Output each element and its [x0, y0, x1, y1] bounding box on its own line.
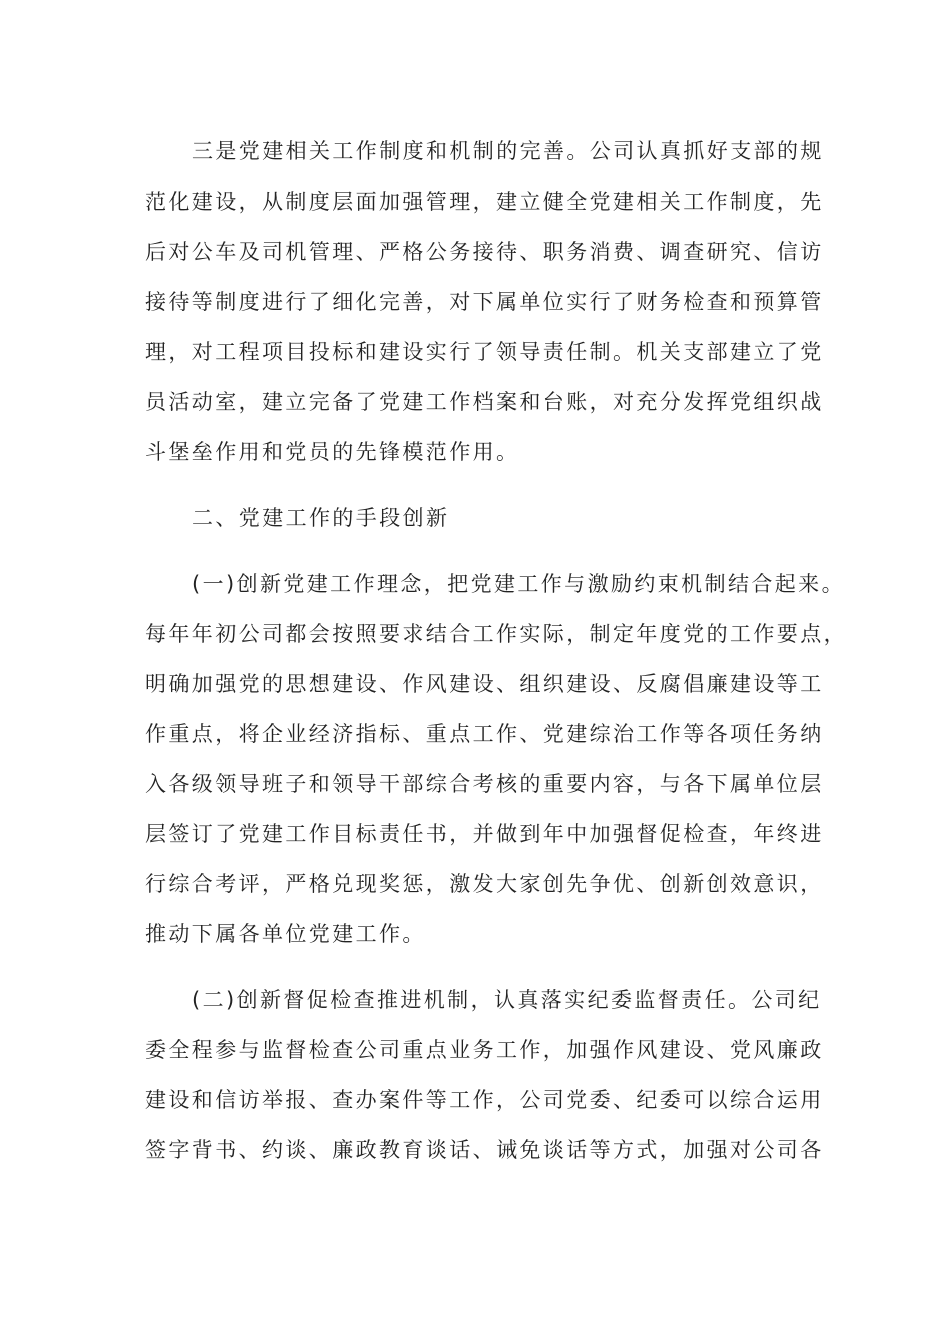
paragraph-3-line-2: 委全程参与监督检查公司重点业务工作，加强作风建设、党风廉政	[145, 1038, 824, 1062]
paragraph-1-line-7: 斗堡垒作用和党员的先锋模范作用。	[145, 440, 520, 464]
paragraph-2-line-7: 行综合考评，严格兑现奖惩，激发大家创先争优、创新创效意识，	[145, 872, 824, 896]
paragraph-1-line-3: 后对公车及司机管理、严格公务接待、职务消费、调查研究、信访	[145, 240, 824, 264]
paragraph-1-line-1: 三是党建相关工作制度和机制的完善。公司认真抓好支部的规	[192, 139, 824, 163]
paragraph-1-line-6: 员活动室，建立完备了党建工作档案和台账，对充分发挥党组织战	[145, 390, 824, 414]
paragraph-2-line-4: 作重点，将企业经济指标、重点工作、党建综治工作等各项任务纳	[145, 722, 824, 746]
paragraph-2-line-3: 明确加强党的思想建设、作风建设、组织建设、反腐倡廉建设等工	[145, 672, 824, 696]
paragraph-2-line-5: 入各级领导班子和领导干部综合考核的重要内容，与各下属单位层	[145, 772, 824, 796]
paragraph-3-line-1: (二)创新督促检查推进机制，认真落实纪委监督责任。公司纪	[192, 988, 822, 1012]
paragraph-3-line-4: 签字背书、约谈、廉政教育谈话、诫免谈话等方式，加强对公司各	[145, 1138, 824, 1162]
paragraph-3-line-3: 建设和信访举报、查办案件等工作，公司党委、纪委可以综合运用	[145, 1088, 824, 1112]
paragraph-2-line-8: 推动下属各单位党建工作。	[145, 922, 426, 946]
paragraph-1-line-5: 理，对工程项目投标和建设实行了领导责任制。机关支部建立了党	[145, 340, 824, 364]
paragraph-2-line-6: 层签订了党建工作目标责任书，并做到年中加强督促检查，年终进	[145, 822, 824, 846]
paragraph-2-line-1: (一)创新党建工作理念，把党建工作与激励约束机制结合起来。	[192, 572, 845, 596]
paragraph-1-line-4: 接待等制度进行了细化完善，对下属单位实行了财务检查和预算管	[145, 290, 824, 314]
section-heading: 二、党建工作的手段创新	[192, 506, 450, 530]
paragraph-2-line-2: 每年年初公司都会按照要求结合工作实际，制定年度党的工作要点，	[145, 622, 847, 646]
paragraph-1-line-2: 范化建设，从制度层面加强管理，建立健全党建相关工作制度，先	[145, 190, 824, 214]
